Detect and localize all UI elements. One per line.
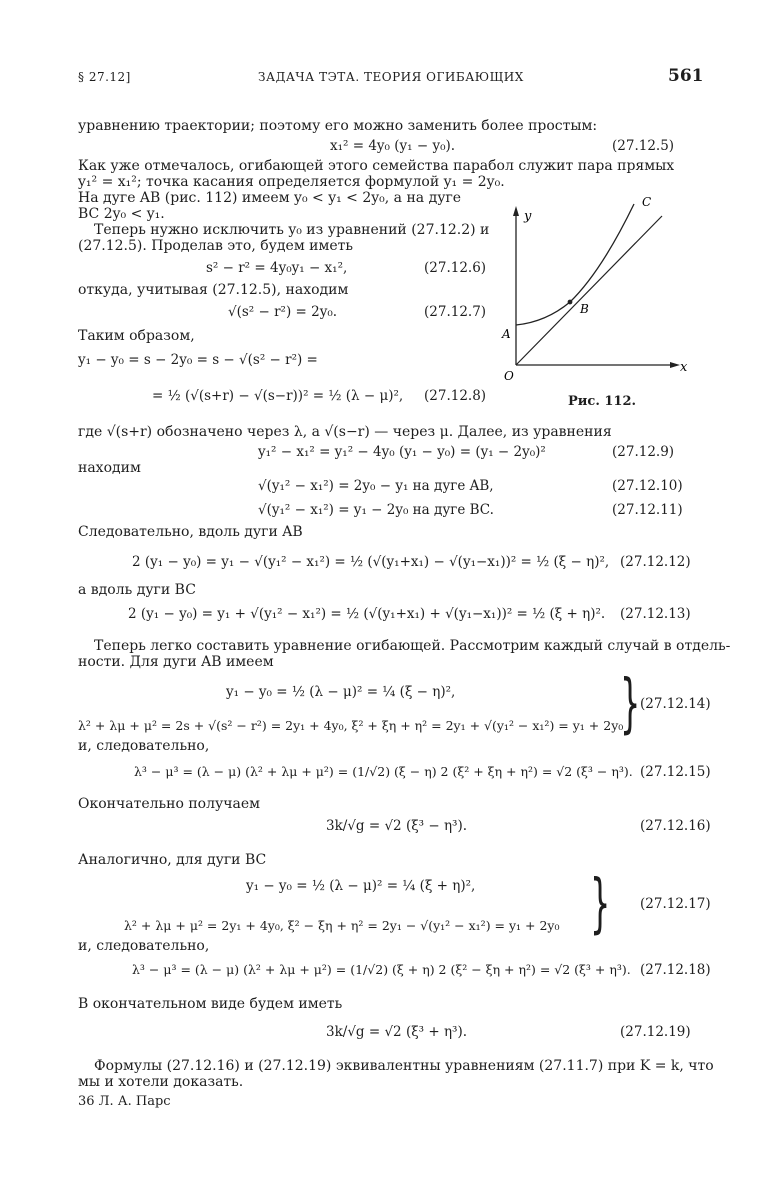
paragraph: BC 2y₀ < y₁. [78, 206, 165, 222]
right-brace: } [590, 867, 611, 941]
paragraph: где √(s+r) обозначено через λ, а √(s−r) — через μ. Далее, из уравнения [78, 424, 612, 440]
footer-signature: 36 Л. А. Парс [78, 1094, 171, 1109]
paragraph: Как уже отмечалось, огибающей этого семейства парабол служит пара прямых [78, 158, 675, 174]
paragraph: Теперь легко составить уравнение огибающей. Рассмотрим каждый случай в отдель- [94, 638, 731, 654]
equation: s² − r² = 4y₀y₁ − x₁², [206, 260, 348, 276]
equation: 3k/√g = √2 (ξ³ + η³). [326, 1024, 468, 1040]
equation: √(y₁² − x₁²) = y₁ − 2y₀ на дуге BC. [258, 502, 494, 518]
equation: 3k/√g = √2 (ξ³ − η³). [326, 818, 468, 834]
equation: λ³ − μ³ = (λ − μ) (λ² + λμ + μ²) = (1/√2) (ξ + η) 2 (ξ² − ξη + η²) = √2 (ξ³ + η³). [132, 962, 631, 977]
y-axis-arrow-icon [513, 206, 519, 216]
equation-number: (27.12.5) [612, 138, 675, 154]
equation-number: (27.12.13) [620, 606, 691, 622]
equation: √(y₁² − x₁²) = 2y₀ − y₁ на дуге AB, [258, 478, 494, 494]
paragraph: Таким образом, [78, 328, 195, 344]
equation-number: (27.12.8) [424, 388, 487, 404]
paragraph: y₁² = x₁²; точка касания определяется формулой y₁ = 2y₀. [78, 174, 505, 190]
figure-caption: Рис. 112. [568, 394, 637, 409]
running-title: ЗАДАЧА ТЭТА. ТЕОРИЯ ОГИБАЮЩИХ [258, 70, 524, 84]
equation: = ½ (√(s+r) − √(s−r))² = ½ (λ − μ)², [152, 388, 404, 404]
equation: 2 (y₁ − y₀) = y₁ + √(y₁² − x₁²) = ½ (√(y₁+x₁) + √(y₁−x₁))² = ½ (ξ + η)². [128, 606, 606, 622]
equation-number: (27.12.15) [640, 764, 711, 780]
paragraph: (27.12.5). Проделав это, будем иметь [78, 238, 354, 254]
equation-number: (27.12.6) [424, 260, 487, 276]
paragraph: Окончательно получаем [78, 796, 261, 812]
equation: y₁² − x₁² = y₁² − 4y₀ (y₁ − y₀) = (y₁ − 2y₀)² [258, 444, 546, 460]
equation: 2 (y₁ − y₀) = y₁ − √(y₁² − x₁²) = ½ (√(y₁+x₁) − √(y₁−x₁))² = ½ (ξ − η)², [132, 554, 610, 570]
x-axis-arrow-icon [670, 362, 680, 368]
equation-number: (27.12.18) [640, 962, 711, 978]
paragraph: находим [78, 460, 141, 476]
paragraph: ности. Для дуги AB имеем [78, 654, 274, 670]
point-b-marker [568, 300, 573, 305]
equation-number: (27.12.10) [612, 478, 683, 494]
paragraph: Теперь нужно исключить y₀ из уравнений (27.12.2) и [94, 222, 490, 238]
equation-number: (27.12.17) [640, 896, 711, 912]
paragraph: В окончательном виде будем иметь [78, 996, 343, 1012]
figure-112 [496, 190, 696, 390]
label-b: B [580, 302, 589, 316]
envelope-line [516, 216, 662, 365]
equation: √(s² − r²) = 2y₀. [228, 304, 338, 320]
paragraph: На дуге AB (рис. 112) имеем y₀ < y₁ < 2y₀, а на дуге [78, 190, 462, 206]
label-x: x [680, 360, 688, 375]
equation-number: (27.12.19) [620, 1024, 691, 1040]
page-number: 561 [668, 66, 704, 86]
paragraph: Следовательно, вдоль дуги AB [78, 524, 303, 540]
label-a: A [502, 327, 511, 341]
right-brace: } [620, 667, 641, 741]
equation: λ³ − μ³ = (λ − μ) (λ² + λμ + μ²) = (1/√2) (ξ − η) 2 (ξ² + ξη + η²) = √2 (ξ³ − η³). [134, 764, 633, 779]
equation: x₁² = 4y₀ (y₁ − y₀). [330, 138, 456, 154]
equation-number: (27.12.9) [612, 444, 675, 460]
equation-number: (27.12.16) [640, 818, 711, 834]
paragraph: откуда, учитывая (27.12.5), находим [78, 282, 349, 298]
equation: λ² + λμ + μ² = 2s + √(s² − r²) = 2y₁ + 4y₀, ξ² + ξη + η² = 2y₁ + √(y₁² − x₁²) = y₁ + 2y₀ [78, 718, 624, 733]
paragraph: и, следовательно, [78, 738, 210, 754]
equation: y₁ − y₀ = ½ (λ − μ)² = ¼ (ξ − η)², [226, 684, 456, 700]
paragraph: Аналогично, для дуги BC [78, 852, 267, 868]
paragraph: а вдоль дуги BC [78, 582, 196, 598]
label-y: y [524, 209, 532, 224]
label-origin: O [504, 369, 514, 383]
equation: λ² + λμ + μ² = 2y₁ + 4y₀, ξ² − ξη + η² = 2y₁ − √(y₁² − x₁²) = y₁ + 2y₀ [124, 918, 560, 933]
equation: y₁ − y₀ = ½ (λ − μ)² = ¼ (ξ + η)², [246, 878, 476, 894]
paragraph: мы и хотели доказать. [78, 1074, 244, 1090]
section-ref: § 27.12] [78, 70, 131, 84]
equation-number: (27.12.11) [612, 502, 683, 518]
paragraph: уравнению траектории; поэтому его можно заменить более простым: [78, 118, 598, 134]
equation: y₁ − y₀ = s − 2y₀ = s − √(s² − r²) = [78, 352, 318, 368]
parabola-curve [516, 204, 634, 325]
equation-number: (27.12.7) [424, 304, 487, 320]
equation-number: (27.12.14) [640, 696, 711, 712]
paragraph: Формулы (27.12.16) и (27.12.19) эквивалентны уравнениям (27.11.7) при K = k, что [94, 1058, 714, 1074]
equation-number: (27.12.12) [620, 554, 691, 570]
paragraph: и, следовательно, [78, 938, 210, 954]
label-c: C [642, 195, 652, 209]
